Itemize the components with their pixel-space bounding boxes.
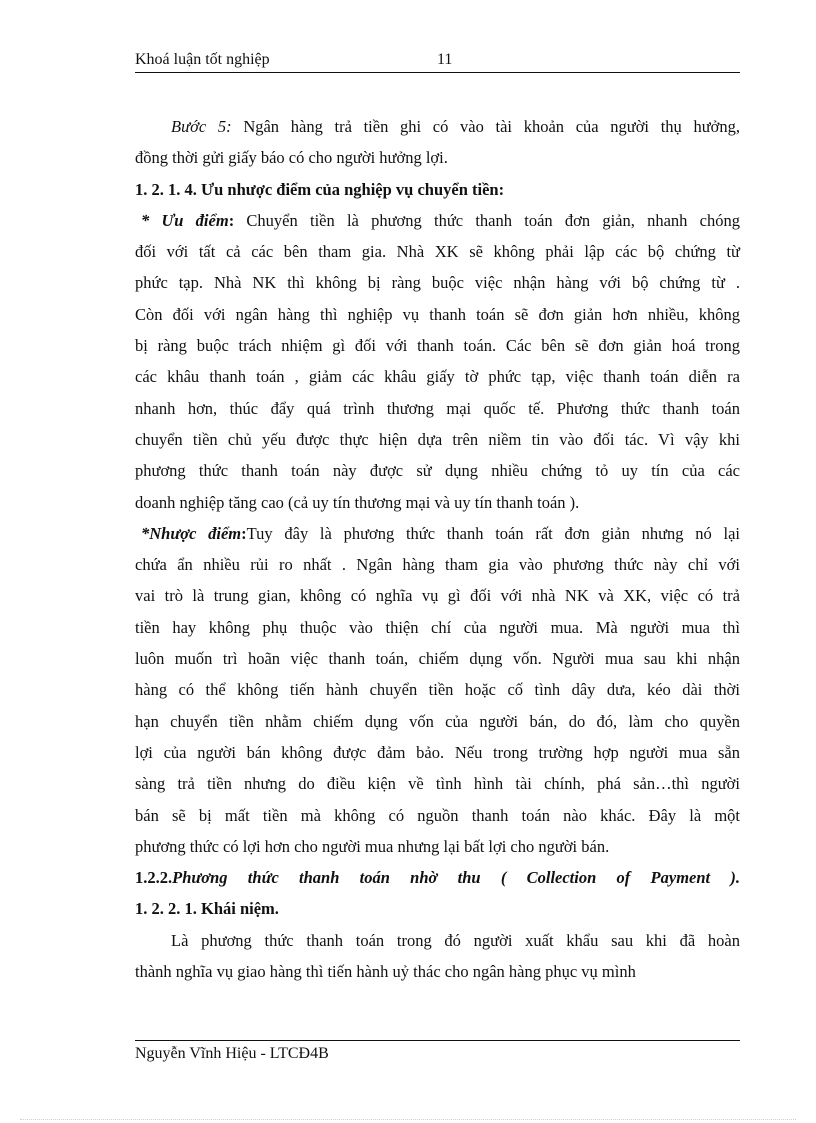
text-line: tiền hay không phụ thuộc vào thiện chí của người mua. Mà người mua thì [135,617,740,637]
section-heading-122 [135,862,740,893]
heading-text: Phương thức thanh toán nhờ thu ( Collection of Payment ). [172,868,740,888]
text-line: phương thức thanh toán này được sử dụng nhiều chứng tỏ uy tín của các [135,461,740,481]
text-line: chứa ẩn nhiều rủi ro nhất . Ngân hàng tham gia vào phương thức này chỉ với [135,555,740,575]
text-line: bị ràng buộc trách nhiệm gì đối với thanh toán. Các bên sẽ đơn giản hoá trong [135,336,740,356]
disadvantages-colon: : [241,523,247,543]
text-line: hàng có thể không tiến hành chuyển tiền hoặc cố tình dây dưa, kéo dài thời [135,680,740,700]
text-line: đồng thời gửi giấy báo có cho người hưởng lợi. [135,148,448,168]
page-header [135,50,740,73]
text-line: bán sẽ bị mất tiền mà không có nguồn thanh toán nào khác. Đây là một [135,805,740,825]
disadvantages-label: *Nhược điểm [141,523,242,543]
text-line: doanh nghiệp tăng cao (cả uy tín thương mại và uy tín thanh toán ). [135,492,580,512]
text-line: lợi của người bán không được đảm bảo. Nếu trong trường hợp người mua sẵn [135,742,740,762]
advantages-colon: : [228,210,235,230]
paragraph-concept: Là phương thức thanh toán trong đó người xuất khẩu sau khi đã hoàn [171,930,740,950]
paragraph-step5 [135,111,740,142]
page-footer: Nguyễn Vĩnh Hiệu - LTCĐ4B [135,1045,329,1062]
paragraph-advantages [135,205,740,236]
text-line: Chuyển tiền là phương thức thanh toán đơn giản, nhanh chóng [234,210,740,230]
text-line: hạn chuyển tiền nhằm chiếm dụng vốn của người bán, do đó, làm cho quyền [135,711,740,731]
text-line: chuyển tiền chủ yếu được thực hiện dựa trên niềm tin vào đối tác. Vì vậy khi [135,429,740,449]
text-line: đối với tất cả các bên tham gia. Nhà XK sẽ không phải lập các bộ chứng từ [135,242,740,262]
header-title: Khoá luận tốt nghiệp [135,51,270,68]
text-line: luôn muốn trì hoãn việc thanh toán, chiếm dụng vốn. Người mua sau khi nhận [135,649,740,669]
heading-number: 1.2.2. [135,868,173,888]
advantages-label: * Ưu điểm [141,210,229,230]
page-edge-divider [20,1119,796,1120]
paragraph-disadvantages [135,518,740,549]
step5-label: Bước 5: [171,117,232,136]
page-content [135,111,740,987]
text-line: sàng trả tiền nhưng do điều kiện về tình hình tài chính, phá sản…thì người [135,774,740,794]
text-line: phương thức có lợi hơn cho người mua nhưng lại bất lợi cho người bán. [135,836,610,856]
text-line: Tuy đây là phương thức thanh toán rất đơn giản nhưng nó lại [246,523,740,543]
text-line: thành nghĩa vụ giao hàng thì tiến hành uỷ thác cho ngân hàng phục vụ mình [135,962,636,982]
text-line: vai trò là trung gian, không có nghĩa vụ gì đối với nhà NK và XK, việc có trả [135,586,740,606]
text-line: phức tạp. Nhà NK thì không bị ràng buộc việc nhận hàng với bộ chứng từ . [135,273,740,293]
section-heading-1214: 1. 2. 1. 4. Ưu nhược điểm của nghiệp vụ chuyển tiền: [135,179,505,199]
text-line: nhanh hơn, thúc đẩy quá trình thương mại quốc tế. Phương thức thanh toán [135,398,740,418]
footer-divider [135,1040,740,1041]
section-heading-1221: 1. 2. 2. 1. Khái niệm. [135,899,279,919]
text-line: Ngân hàng trả tiền ghi có vào tài khoản của người thụ hưởng, [231,117,741,136]
text-line: Còn đối với ngân hàng thì nghiệp vụ thanh toán sẽ đơn giản hơn nhiều, không [135,304,740,324]
text-line: các khâu thanh toán , giảm các khâu giấy tờ phức tạp, việc thanh toán diễn ra [135,367,740,387]
page-number: 11 [437,51,453,68]
